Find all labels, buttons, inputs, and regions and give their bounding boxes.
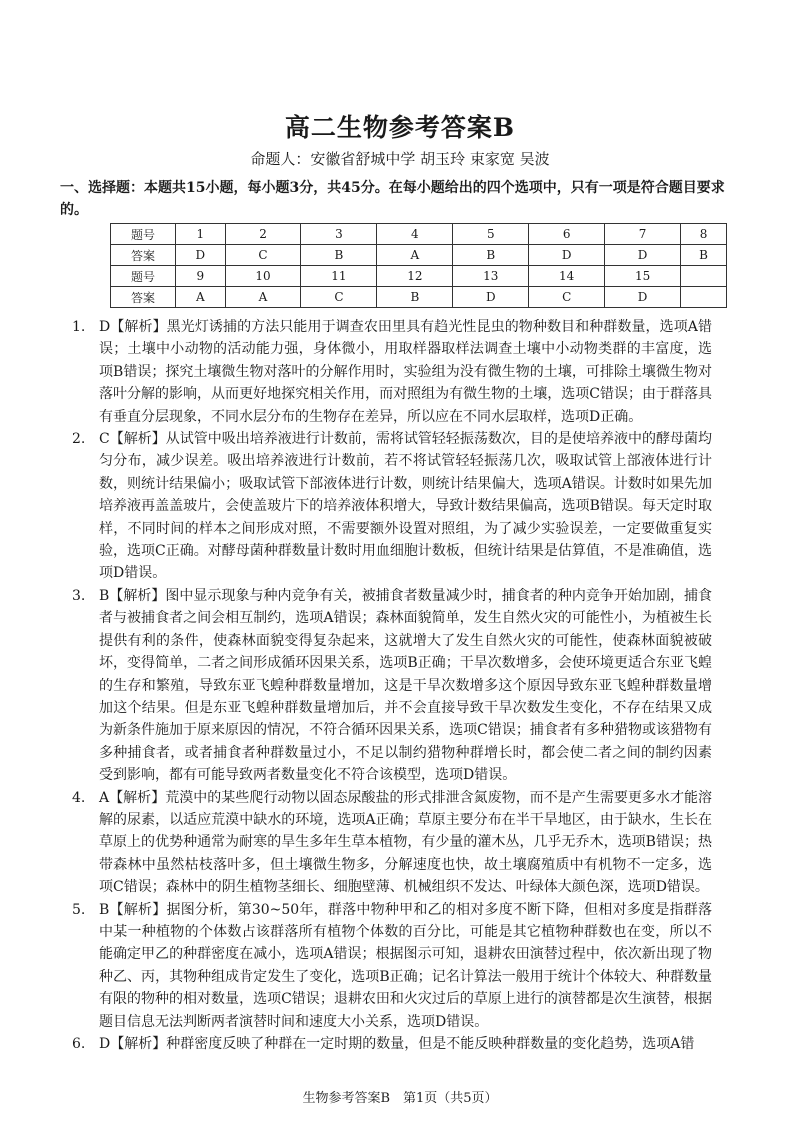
explanation-item bbox=[72, 899, 712, 1033]
answer-table-cell: 4 bbox=[377, 224, 453, 245]
page-title: 高二生物参考答案B bbox=[284, 113, 516, 142]
answer-table-cell: A bbox=[176, 287, 226, 308]
answer-table-row bbox=[111, 245, 727, 266]
answer-table-cell: B bbox=[681, 245, 727, 266]
explanation-text: B【解析】据图分析，第30~50年，群落中物种甲和乙的相对多度不断下降，但相对多度是指群落中某一种植物的个体数占该群落所有植物个体数的百分比，可能是其它植物种群数也在变，所以不能确定甲乙的种群密度在减小，选项A错误；根据图示可知，退耕农田演替过程中，依次新出现了物种乙、丙，其物种组成肯定发生了变化，选项B正确；记名计算法一般用于统计个体较大、种群数量有限的物种的相对数量，选项C错误；退耕农田和火灾过后的草原上进行的演替都是次生演替，根据题目信息无法判断两者演替时间和速度大小关系，选项D错误。 bbox=[99, 901, 712, 1030]
answer-table-row bbox=[111, 287, 727, 308]
answer-table-cell: D bbox=[176, 245, 226, 266]
answer-table-row bbox=[111, 224, 727, 245]
answer-table-cell: B bbox=[377, 287, 453, 308]
explanation-number: 4. bbox=[72, 789, 86, 806]
answer-table-cell: B bbox=[453, 245, 529, 266]
answer-table-cell: 1 bbox=[176, 224, 226, 245]
explanation-text: A【解析】荒漠中的某些爬行动物以固态尿酸盐的形式排泄含氮废物，而不是产生需要更多水才能溶解的尿素，以适应荒漠中缺水的环境，选项A正确；草原主要分布在半干旱地区，由于缺水，生长在草原上的优势种通常为耐寒的旱生多年生草本植物，有少量的灌木丛，几乎无乔木，选项B错误；热带森林中虽然枯枝落叶多，但土壤微生物多，分解速度也快，故土壤腐殖质中有机物不一定多，选项C错误；森林中的阴生植物茎细长、细胞壁薄、机械组织不发达、叶绿体大颜色深，选项D错误。 bbox=[99, 789, 712, 896]
section-heading: 一、选择题：本题共15小题，每小题3分，共45分。在每小题给出的四个选项中，只有一项是符合题目要求的。 bbox=[60, 180, 725, 218]
answer-table-cell: D bbox=[605, 245, 681, 266]
explanation-text: D【解析】种群密度反映了种群在一定时期的数量，但是不能反映种群数量的变化趋势，选项A错 bbox=[99, 1036, 695, 1052]
page-footer: 生物参考答案B 第1页（共5页） bbox=[302, 1091, 498, 1106]
answer-table-cell: 2 bbox=[225, 224, 301, 245]
answer-table-row-label: 题号 bbox=[111, 266, 176, 287]
explanation-number: 1. bbox=[72, 319, 86, 335]
answer-table-cell: 13 bbox=[453, 266, 529, 287]
answer-table-cell: D bbox=[453, 287, 529, 308]
authors-line: 命题人：安徽省舒城中学 胡玉玲 束家宽 吴波 bbox=[250, 150, 550, 168]
answer-table-cell: 3 bbox=[301, 224, 377, 245]
explanation-item bbox=[72, 787, 712, 899]
explanation-text: B【解析】图中显示现象与种内竞争有关，被捕食者数量减少时，捕食者的种内竞争开始加剧，捕食者与被捕食者之间会相互制约，选项A错误；森林面貌简单，发生自然火灾的可能性小，为植被生长提供有利的条件，使森林面貌变得复杂起来，这就增大了发生自然火灾的可能性，使森林面貌被破坏，变得简单，二者之间形成循环因果关系，选项B正确；干旱次数增多，会使环境更适合东亚飞蝗的生存和繁殖，导致东亚飞蝗种群数量增加，这是干旱次数增多这个原因导致东亚飞蝗种群数量增加这个结果。但是东亚飞蝗种群数量增加后，并不会直接导致干旱次数发生变化，不存在结果又成为新条件施加于原来原因的情况，不符合循环因果关系，选项C错误；捕食者有多种猎物或该猎物有多种捕食者，或者捕食者种群数量过小，不足以制约猎物种群增长时，都会使二者之间的制约因素受到影响，都有可能导致两者数量变化不符合该模型，选项D错误。 bbox=[99, 587, 712, 784]
answer-table-cell: 9 bbox=[176, 266, 226, 287]
answer-table-cell: 11 bbox=[301, 266, 377, 287]
answer-table-cell: 7 bbox=[605, 224, 681, 245]
answer-table-cell: 8 bbox=[681, 224, 727, 245]
explanation-number: 2. bbox=[72, 431, 86, 448]
answer-table-cell: B bbox=[301, 245, 377, 266]
answer-table-cell: 12 bbox=[377, 266, 453, 287]
answer-table-row bbox=[111, 266, 727, 287]
answer-table-cell: 5 bbox=[453, 224, 529, 245]
answer-table-cell: C bbox=[529, 287, 605, 308]
answer-table-cell: 15 bbox=[605, 266, 681, 287]
explanation-text: C【解析】从试管中吸出培养液进行计数前，需将试管轻轻振荡数次，目的是使培养液中的酵母菌均匀分布，减少误差。吸出培养液进行计数前，若不将试管轻轻振荡几次，吸取试管上部液体进行计数，则统计结果偏小；吸取试管下部液体进行计数，则统计结果偏大，选项A错误。计数时如果先加培养液再盖盖玻片，会使盖玻片下的培养液体积增大，导致计数结果偏高，选项B错误。每天定时取样，不同时间的样本之间形成对照，不需要额外设置对照组，为了减少实验误差，一定要做重复实验，选项C正确。对酵母菌种群数量计数时用血细胞计数板，但统计结果是估算值，不是准确值，选项D错误。 bbox=[99, 431, 712, 582]
explanation-text: D【解析】黑光灯诱捕的方法只能用于调查农田里具有趋光性昆虫的物种数目和种群数量，选项A错误；土壤中小动物的活动能力强，身体微小，用取样器取样法调查土壤中小动物类群的丰富度，选项B错误；探究土壤微生物对落叶的分解作用时，实验组为没有微生物的土壤，可排除土壤微生物对落叶分解的影响，从而更好地探究相关作用，而对照组为有微生物的土壤，选项C错误；由于群落具有垂直分层现象，不同水层分布的生物存在差异，所以应在不同水层取样，选项D正确。 bbox=[99, 319, 712, 425]
answer-table-cell bbox=[681, 287, 727, 308]
answer-table-row-label: 答案 bbox=[111, 245, 176, 266]
answer-table-cell: D bbox=[605, 287, 681, 308]
explanation-number: 5. bbox=[72, 901, 86, 918]
explanation-number: 6. bbox=[72, 1036, 86, 1052]
explanation-number: 3. bbox=[72, 587, 86, 604]
explanations-list bbox=[72, 316, 712, 1055]
answer-table bbox=[110, 223, 727, 308]
explanation-item bbox=[72, 316, 712, 428]
explanation-item bbox=[72, 585, 712, 787]
answer-table-cell: 14 bbox=[529, 266, 605, 287]
answer-table-row-label: 题号 bbox=[111, 224, 176, 245]
answer-table-cell: C bbox=[225, 245, 301, 266]
answer-table-cell: 6 bbox=[529, 224, 605, 245]
answer-table-cell: A bbox=[377, 245, 453, 266]
answer-table-cell: 10 bbox=[225, 266, 301, 287]
explanation-item bbox=[72, 1033, 712, 1055]
answer-table-cell: A bbox=[225, 287, 301, 308]
explanation-item bbox=[72, 428, 712, 585]
answer-table-cell: C bbox=[301, 287, 377, 308]
answer-table-row-label: 答案 bbox=[111, 287, 176, 308]
answer-table-cell bbox=[681, 266, 727, 287]
answer-table-cell: D bbox=[529, 245, 605, 266]
